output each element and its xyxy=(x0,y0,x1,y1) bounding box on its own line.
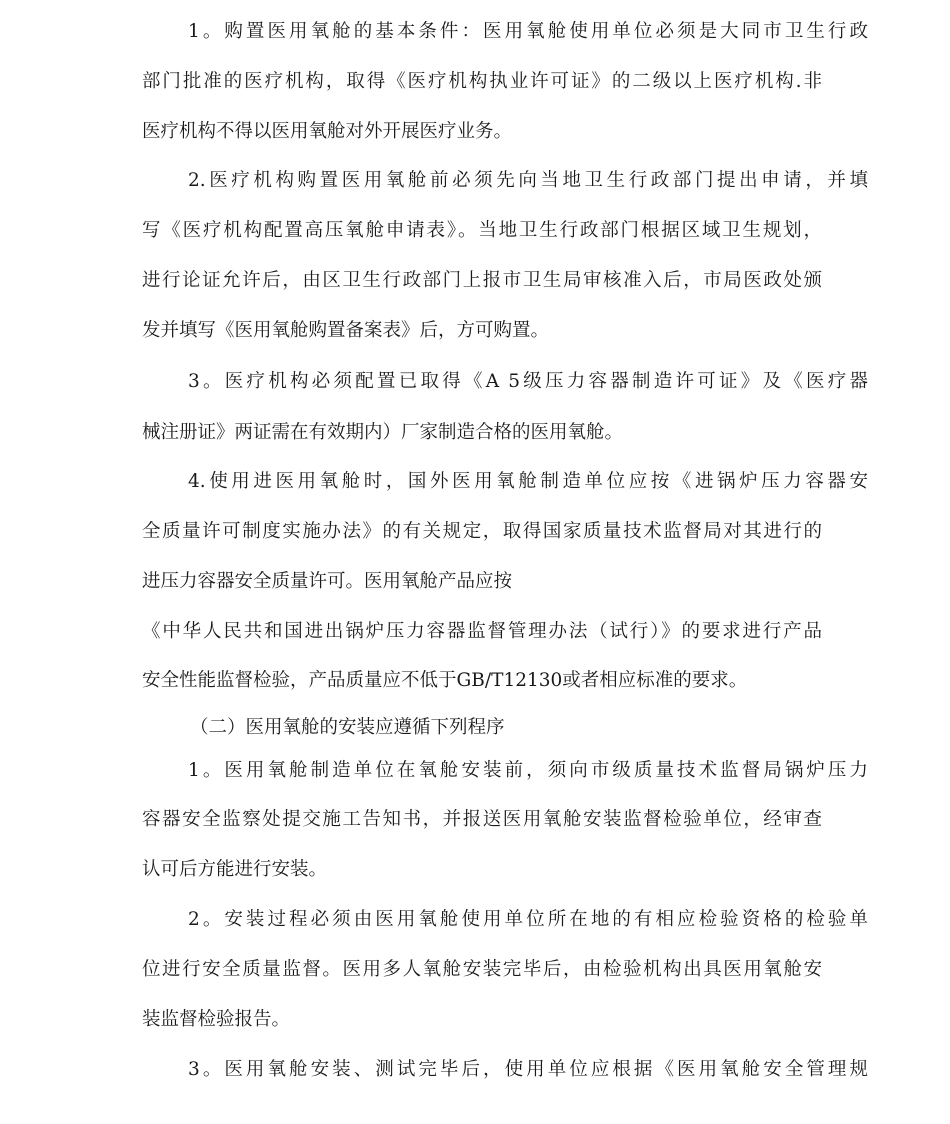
text-line: 位进行安全质量监督。医用多人氧舱安装完毕后，由检验机构出具医用氧舱安 xyxy=(142,959,822,980)
text-line: 《中华人民共和国进出锅炉压力容器监督管理办法（试行）》的要求进行产品 xyxy=(142,621,822,642)
text-line: 进压力容器安全质量许可。医用氧舱产品应按 xyxy=(142,571,513,592)
text-line: 进行论证允许后，由区卫生行政部门上报市卫生局审核准入后，市局医政处颁 xyxy=(142,270,822,291)
text-line: 3。医用氧舱安装、测试完毕后，使用单位应根据《医用氧舱安全管理规 xyxy=(188,1059,868,1080)
text-line: 2.医疗机构购置医用氧舱前必须先向当地卫生行政部门提出申请，并填 xyxy=(188,170,868,191)
text-line: 发并填写《医用氧舱购置备案表》后，方可购置。 xyxy=(142,320,550,341)
text-line: 1。医用氧舱制造单位在氧舱安装前，须向市级质量技术监督局锅炉压力 xyxy=(188,760,868,781)
text-line: 3。医疗机构必须配置已取得《A 5级压力容器制造许可证》及《医疗器 xyxy=(188,371,868,392)
text-line: 容器安全监察处提交施工告知书，并报送医用氧舱安装监督检验单位，经审查 xyxy=(142,809,822,830)
text-line: 4.使用进医用氧舱时，国外医用氧舱制造单位应按《进锅炉压力容器安 xyxy=(188,471,868,492)
text-line: 2。安装过程必须由医用氧舱使用单位所在地的有相应检验资格的检验单 xyxy=(188,909,868,930)
section-heading: （二）医用氧舱的安装应遵循下列程序 xyxy=(190,717,505,738)
text-line: 写《医疗机构配置高压氧舱申请表》。当地卫生行政部门根据区域卫生规划， xyxy=(142,220,822,241)
text-line: 认可后方能进行安装。 xyxy=(142,859,328,880)
text-line: 医疗机构不得以医用氧舱对外开展医疗业务。 xyxy=(142,121,513,142)
text-line: 械注册证》两证需在有效期内）厂家制造合格的医用氧舱。 xyxy=(142,422,624,443)
text-line: 部门批准的医疗机构，取得《医疗机构执业许可证》的二级以上医疗机构.非 xyxy=(142,71,822,92)
text-line: 装监督检验报告。 xyxy=(142,1009,291,1030)
text-line: 安全性能监督检验，产品质量应不低于GB/T12130或者相应标准的要求。 xyxy=(142,670,748,691)
text-line: 1。购置医用氧舱的基本条件：医用氧舱使用单位必须是大同市卫生行政 xyxy=(188,21,868,42)
text-line: 全质量许可制度实施办法》的有关规定，取得国家质量技术监督局对其进行的 xyxy=(142,521,822,542)
